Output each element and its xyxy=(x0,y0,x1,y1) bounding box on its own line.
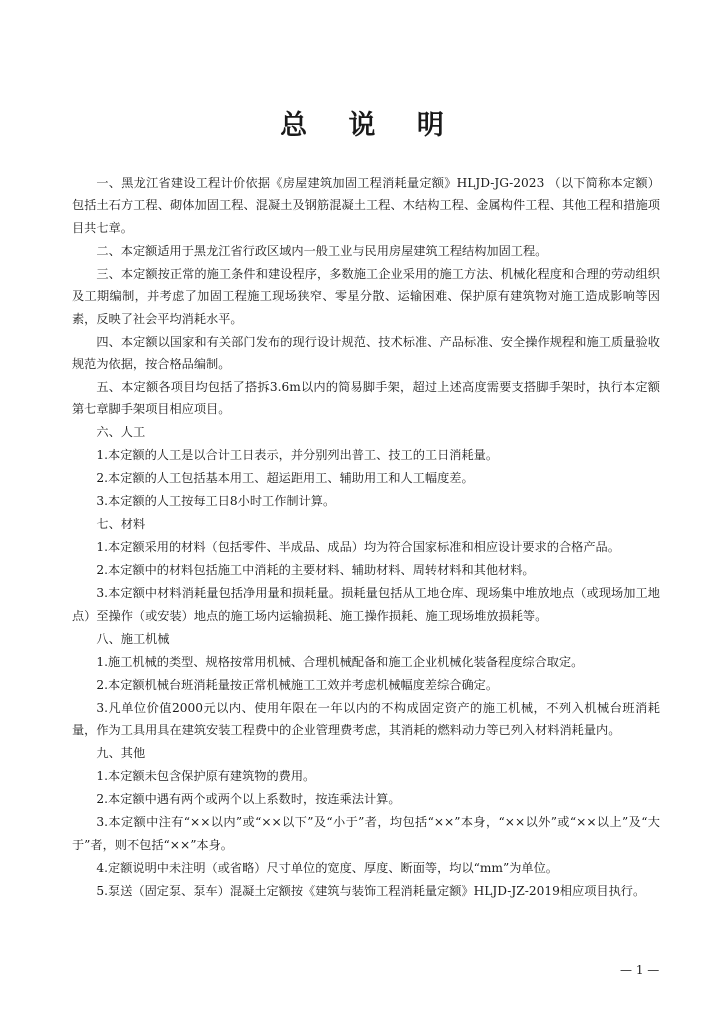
section-heading-materials: 七、材料 xyxy=(96,517,146,532)
machinery-item-1: 1.施工机械的类型、规格按常用机械、合理机械配备和施工企业机械化装备程度综合取定。 xyxy=(96,654,584,669)
other-item-1: 1.本定额未包含保护原有建筑物的费用。 xyxy=(96,769,316,784)
materials-item-1: 1.本定额采用的材料（包括零件、半成品、成品）均为符合国家标准和相应设计要求的合格产品。 xyxy=(96,540,620,555)
paragraph-1: 一、黑龙江省建设工程计价依据《房屋建筑加固工程消耗量定额》HLJD-JG-2023 （以下简称本定额）包括土石方工程、砌体加固工程、混凝土及钢筋混凝土工程、木结构工程、金属构件工程、其他工程和措施项目共七章。 xyxy=(72,176,660,235)
page-title: 总 说 明 xyxy=(280,110,460,141)
paragraph-3: 三、本定额按正常的施工条件和建设程序，多数施工企业采用的施工方法、机械化程度和合理的劳动组织及工期编制，并考虑了加固工程施工现场狭窄、零星分散、运输困难、保护原有建筑物对施工造成影响等因素，反映了社会平均消耗水平。 xyxy=(72,266,660,326)
machinery-item-2: 2.本定额机械台班消耗量按正常机械施工工效并考虑机械幅度差综合确定。 xyxy=(96,677,499,692)
paragraph-5: 五、本定额各项目均包括了搭拆3.6m以内的简易脚手架，超过上述高度需要支搭脚手架时，执行本定额第七章脚手架项目相应项目。 xyxy=(72,380,660,417)
materials-item-2: 2.本定额中的材料包括施工中消耗的主要材料、辅助材料、周转材料和其他材料。 xyxy=(96,563,535,578)
other-item-3: 3.本定额中注有“××以内”或“××以下”及“小于”者，均包括“××”本身，“××以外”或“××以上”及“大于”者，则不包括“××”本身。 xyxy=(72,815,660,852)
other-item-5: 5.泵送（固定泵、泵车）混凝土定额按《建筑与装饰工程消耗量定额》HLJD-JZ-2019相应项目执行。 xyxy=(96,883,646,898)
materials-item-3: 3.本定额中材料消耗量包括净用量和损耗量。损耗量包括从工地仓库、现场集中堆放地点（或现场加工地点）至操作（或安装）地点的施工场内运输损耗、施工操作损耗、施工现场堆放损耗等。 xyxy=(72,586,660,623)
paragraph-4: 四、本定额以国家和有关部门发布的现行设计规范、技术标准、产品标准、安全操作规程和施工质量验收规范为依据，按合格品编制。 xyxy=(72,334,660,372)
section-heading-labor: 六、人工 xyxy=(96,425,146,440)
labor-item-3: 3.本定额的人工按每工日8小时工作制计算。 xyxy=(96,494,336,509)
section-heading-other: 九、其他 xyxy=(96,746,146,761)
document-body xyxy=(72,172,660,903)
other-item-4: 4.定额说明中未注明（或省略）尺寸单位的宽度、厚度、断面等，均以“mm”为单位。 xyxy=(96,860,558,875)
other-item-2: 2.本定额中遇有两个或两个以上系数时，按连乘法计算。 xyxy=(96,792,401,807)
machinery-item-3: 3.凡单位价值2000元以内、使用年限在一年以内的不构成固定资产的施工机械，不列入机械台班消耗量，作为工具用具在建筑安装工程费中的企业管理费考虑，其消耗的燃料动力等已列入材料消耗量内。 xyxy=(72,700,660,738)
labor-item-1: 1.本定额的人工是以合计工日表示，并分别列出普工、技工的工日消耗量。 xyxy=(96,448,499,463)
labor-item-2: 2.本定额的人工包括基本用工、超运距用工、辅助用工和人工幅度差。 xyxy=(96,471,474,486)
section-heading-machinery: 八、施工机械 xyxy=(96,631,170,646)
page-number: — 1 — xyxy=(620,963,660,977)
paragraph-2: 二、本定额适用于黑龙江省行政区域内一般工业与民用房屋建筑工程结构加固工程。 xyxy=(96,243,548,258)
